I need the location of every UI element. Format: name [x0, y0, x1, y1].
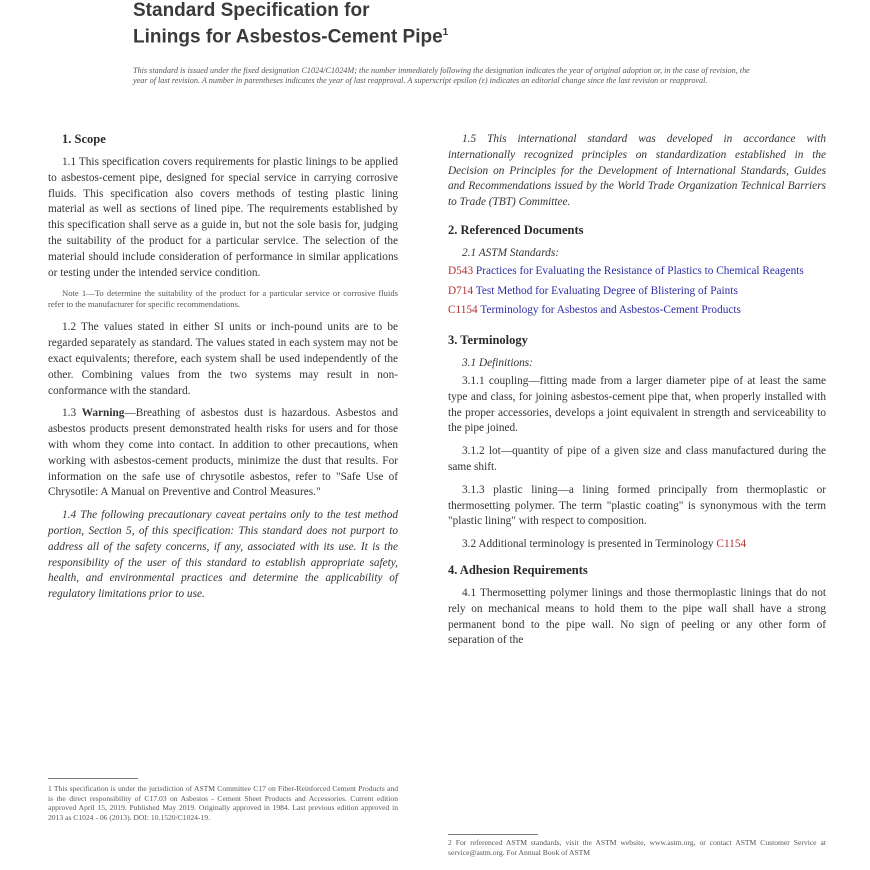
- document-title-line2: [133, 22, 773, 48]
- document-title-text: Linings for Asbestos-Cement Pipe: [133, 26, 443, 48]
- section-1-3-number: 1.3: [62, 407, 82, 420]
- scope-heading: 1. Scope: [62, 132, 106, 146]
- section-3-2-text: 3.2 Additional terminology is presented in Terminology: [462, 538, 717, 551]
- footnote-2: 2 For referenced ASTM standards, visit the ASTM website, www.astm.org, or contact ASTM Customer Service at service@astm.org. For Annual Book of ASTM: [448, 838, 826, 857]
- section-1-3-text: —Breathing of asbestos dust is hazardous. Asbestos and asbestos products present demonstrated health risks for users and for those with whom they come into contact. In addition to other precautions, when working with asbestos-cement products, minimize the dust that results. For information on the safe use of chrysotile asbestos, refer to "Safe Use of Chrysotile: A Manual on Preventive and Control Measures.": [48, 407, 398, 499]
- adhesion-requirements-heading: 4. Adhesion Requirements: [448, 562, 588, 577]
- reference-code[interactable]: C1154: [448, 304, 478, 317]
- terminology-link[interactable]: C1154: [716, 538, 747, 551]
- warning-label: Warning: [81, 407, 125, 420]
- title-block: [133, 0, 773, 48]
- section-3-2: [448, 537, 826, 553]
- reference-item-d543[interactable]: [448, 264, 826, 280]
- section-3-1-1: 3.1.1 coupling—fitting made from a larger diameter pipe of at least the same type and class, for joining asbestos-cement pipe that, when properly installed with the proper accessories, develops a joint equivalent in strength and serviceability to the pipe joined.: [448, 374, 826, 435]
- section-1-1: 1.1 This specification covers requirements for plastic linings to be applied to asbestos-cement pipe, designed for special service in carrying corrosive fluids. This specification also covers methods of testing plastic lining material as well as sections of lined pipe. The requirements established by this specification shall serve as a guide in, but not the sole basis for, judging the suitability of the product for a particular service. The selection of the material should include consideration of performance in similar applications or testing under the intended service condition.: [48, 156, 398, 279]
- section-1-3: [48, 406, 398, 501]
- referenced-documents-heading: 2. Referenced Documents: [448, 222, 584, 237]
- designation-note: This standard is issued under the fixed designation C1024/C1024M; the number immediately following the designation indicates the year of original adoption or, in the case of revision, the year of last revision. A number in parentheses indicates the year of last reapproval. A superscript epsilon (ε) indicates an editorial change since the last revision or reapproval.: [133, 66, 750, 85]
- reference-code[interactable]: D714: [448, 284, 474, 297]
- reference-item-c1154[interactable]: [448, 303, 826, 319]
- reference-code[interactable]: D543: [448, 264, 474, 277]
- section-4-1: 4.1 Thermosetting polymer linings and those thermoplastic linings that do not rely on mechanical means to hold them to the pipe wall shall have a strong permanent bond to the pipe wall. No sign of peeling or any other form of separation of the: [448, 586, 826, 647]
- reference-title[interactable]: Practices for Evaluating the Resistance of Plastics to Chemical Reagents: [473, 264, 804, 277]
- reference-title[interactable]: Terminology for Asbestos and Asbestos-Cement Products: [477, 304, 741, 317]
- document-title-line1: Standard Specification for: [133, 0, 370, 21]
- title-footnote-marker: 1: [442, 27, 449, 38]
- terminology-heading: 3. Terminology: [448, 333, 528, 348]
- reference-item-d714[interactable]: [448, 284, 826, 300]
- footnote-divider: [48, 778, 138, 779]
- section-1-5: 1.5 This international standard was developed in accordance with internationally recognized principles on standardization established in the Decision on Principles for the Development of International Standards, Guides and Recommendations issued by the World Trade Organization Technical Barriers to Trade (TBT) Committee.: [448, 133, 826, 209]
- footnote-divider-right: [448, 834, 538, 835]
- left-column: [48, 132, 398, 610]
- right-column: [448, 133, 826, 656]
- note-1: Note 1—To determine the suitability of the product for a particular service or corrosive fluids refer to the manufacturer for specific recommendations.: [48, 288, 398, 310]
- footnote-1: 1 This specification is under the jurisdiction of ASTM Committee C17 on Fiber-Reinforced Cement Products and is the direct responsibility of C17.03 on Asbestos - Cement Sheet Products and Accessories. Current edition approved April 15, 2019. Published May 2019. Originally approved in 1984. Last previous edition approved in 2013 as C1024 - 06 (2013). DOI: 10.1520/C1024-19.: [48, 784, 398, 822]
- section-2-1: 2.1 ASTM Standards:: [462, 246, 559, 259]
- section-3-1-3: 3.1.3 plastic lining—a lining formed principally from thermoplastic or thermosetting polymer. The term "plastic coating" is synonymous with the term "plastic lining" with respect to composition.: [448, 483, 826, 528]
- section-1-2: 1.2 The values stated in either SI units or inch-pound units are to be regarded separately as standard. The values stated in each system may not be exact equivalents; therefore, each system shall be used independently of the other. Combining values from the two systems may result in non-conformance with the standard.: [48, 321, 398, 397]
- section-1-4: 1.4 The following precautionary caveat pertains only to the test method portion, Section 5, of this specification: This standard does not purport to address all of the safety concerns, if any, associated with its use. It is the responsibility of the user of this standard to establish appropriate safety, health, and environmental practices and determine the applicability of regulatory limitations prior to use.: [48, 509, 398, 601]
- section-3-1-2: 3.1.2 lot—quantity of pipe of a given size and class manufactured during the same shift.: [448, 445, 826, 473]
- reference-title[interactable]: Test Method for Evaluating Degree of Blistering of Paints: [473, 284, 738, 297]
- section-3-1: 3.1 Definitions:: [462, 357, 533, 370]
